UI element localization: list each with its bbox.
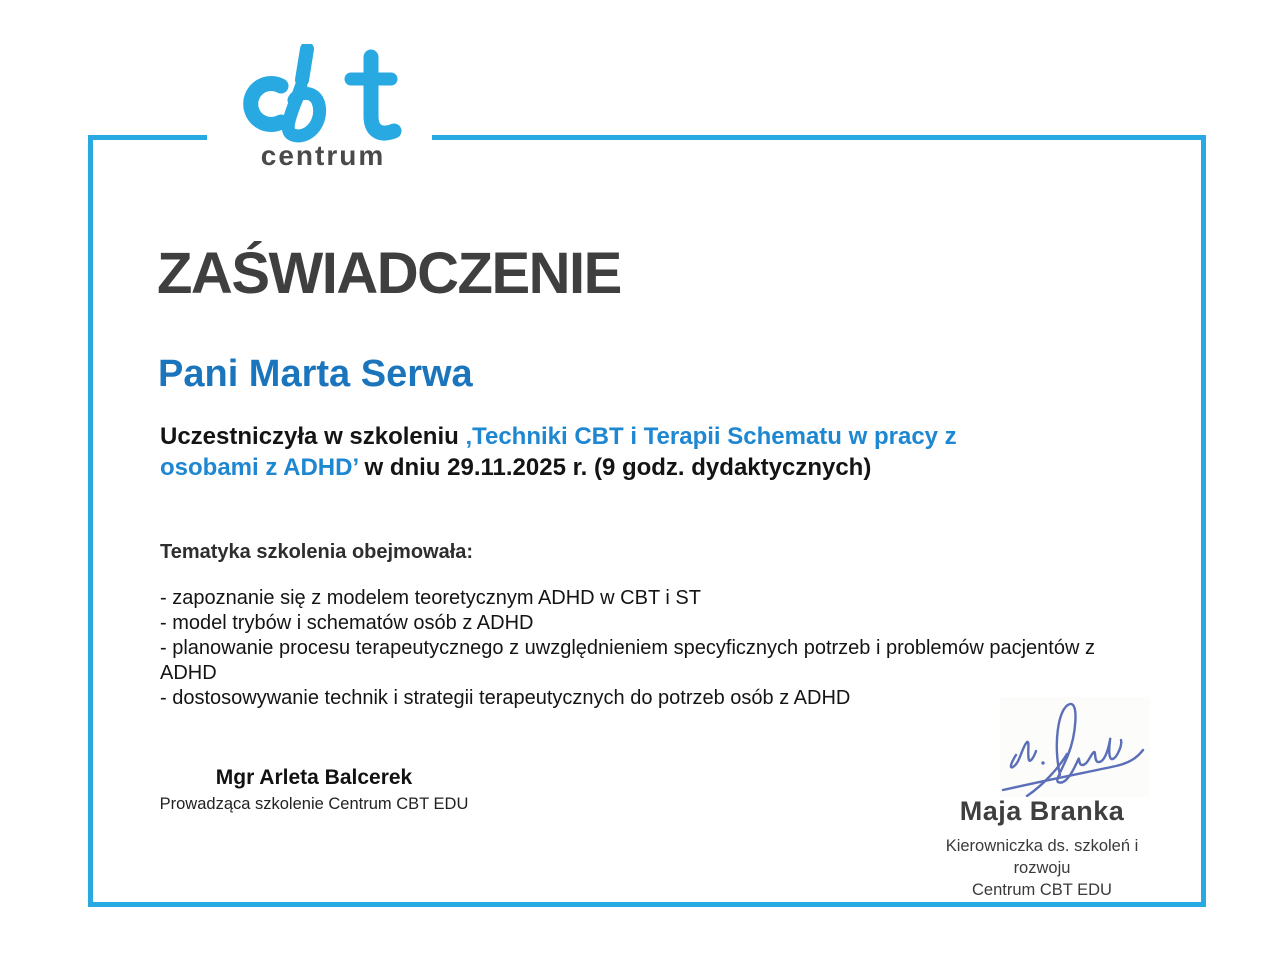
- course-title-line1: ‚Techniki CBT i Terapii Schematu w pracy z: [465, 423, 957, 450]
- handwritten-signature: [1000, 697, 1150, 797]
- signatory-role-line2: Centrum CBT EDU: [972, 880, 1112, 899]
- topic-item: - dostosowywanie technik i strategii terapeutycznych do potrzeb osób z ADHD: [160, 687, 851, 709]
- signatory-block: [916, 796, 1168, 901]
- signatory-role: [916, 836, 1168, 901]
- trainer-name: Mgr Arleta Balcerek: [215, 766, 413, 789]
- topics-heading: Tematyka szkolenia obejmowała:: [160, 541, 474, 563]
- topic-item: - model trybów i schematów osób z ADHD: [160, 612, 534, 634]
- topic-item: - zapoznanie się z modelem teoretycznym ADHD w CBT i ST: [160, 587, 701, 609]
- trainer-role: Prowadząca szkolenie Centrum CBT EDU: [159, 795, 469, 813]
- course-title-line2: osobami z ADHD’: [160, 454, 358, 481]
- certificate-title: ZAŚWIADCZENIE: [157, 241, 621, 306]
- course-intro: Uczestniczyła w szkoleniu: [160, 423, 466, 450]
- topic-item: - planowanie procesu terapeutycznego z uwzględnieniem specyficznych potrzeb i problemów pacjentów z ADHD: [160, 637, 1095, 684]
- logo-caption: centrum: [260, 140, 386, 171]
- signature-icon: [1000, 697, 1150, 797]
- course-description: [160, 421, 1110, 483]
- recipient-name: Pani Marta Serwa: [158, 353, 473, 395]
- topics-list: [160, 586, 1095, 711]
- course-details: w dniu 29.11.2025 r. (9 godz. dydaktycznych): [357, 454, 872, 481]
- cbt-centrum-logo: [243, 44, 403, 172]
- signatory-role-line1: Kierowniczka ds. szkoleń i rozwoju: [945, 837, 1139, 877]
- trainer-block: [118, 766, 510, 814]
- cbt-logo-icon: [243, 44, 403, 144]
- signatory-name: Maja Branka: [959, 796, 1125, 826]
